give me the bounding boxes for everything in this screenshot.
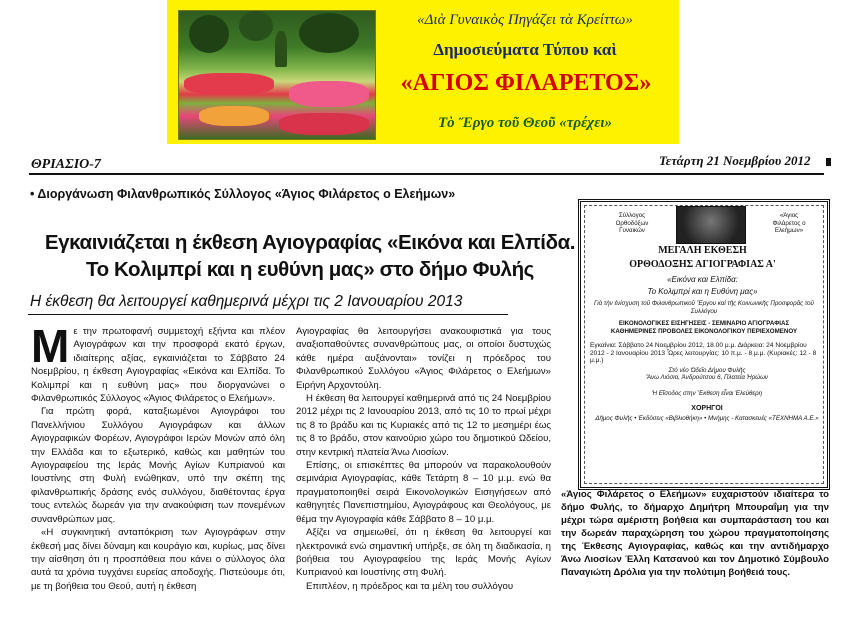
banner-motto: «Διὰ Γυναικὸς Πηγάζει τὰ Κρείττω»	[417, 12, 633, 28]
headline-line-2: Το Κολιμπρί και η ευθύνη μας» στο δήμο Φυλής	[86, 258, 534, 281]
paragraph: Η έκθεση θα λειτουργεί καθημερινά από τις 24 Νοεμβρίου 2012 μέχρι τις 2 Ιανουαρίου 2013, από τις 10 το πρωί μέχρι τις 8 το βράδυ και τις Κυριακές από τις 12 το μεσημέρι έως τις 8 το βράδυ, στον καινούριο χώρο του δημοτικού Ωδείου, στην κεντρική πλατεία Άνω Λιοσίων.	[296, 393, 551, 458]
banner-subtitle: Δημοσιεύματα Τύπου καὶ	[433, 40, 617, 59]
poster-schedule: Εγκαίνια: Σάββατο 24 Νοεμβρίου 2012, 18.00 μ.μ. Διάρκεια: 24 Νοεμβρίου 2012 - 2 Ιανουαρίου 2013 Ὧρες λειτουργίας: 10 π.μ. - 8 μ.μ. (Κυριακές: 12 - 8 μ.μ.)	[590, 342, 817, 364]
paragraph: Επίσης, οι επισκέπτες θα μπορούν να παρακολουθούν σεμινάρια Αγιογραφίας, κάθε Τετάρτη 8 – 10 μ.μ. ενώ θα πραγματοποιηθεί σειρά Εικονολογικών Εισηγήσεων από καθηγητές Πανεπιστημίου, Αγιογράφους και Θεολόγους, με θέμα την Αγιογραφία κάθε Σάββατο 8 – 10 μ.μ.	[296, 460, 551, 525]
headline-line-1: Εγκαινιάζεται η έκθεση Αγιογραφίας «Εικόνα και Ελπίδα.	[44, 231, 576, 254]
poster-purpose: Γιά τὴν ἐνίσχυση τοῦ Φιλανθρωπικοῦ Ἔργου καὶ τῆς Κοινωνικῆς Προσφορᾶς τοῦ Συλλόγου	[594, 300, 814, 315]
poster-entry: Ἡ Εἴσοδος στην Ἔκθεση εἶναι Ἐλεύθερη	[651, 390, 763, 397]
paragraph: Αγιογραφίας θα λειτουργήσει ανακουφιστικά για τους αναξιοπαθούντες συνανθρώπους μας, οι οποίοι δυστυχώς κάθε ημέρα αυξάνονται» τονίζει η πρόεδρος του Φιλανθρωπικού Συλλόγου «Άγιος Φιλάρετος ο Ελεήμων» Ειρήνη Αρχοντούλη.	[296, 326, 551, 391]
subhead-rule	[28, 314, 508, 315]
poster-society: Σύλλογος Ορθοδόξων Γυναικών	[615, 212, 649, 234]
banner-title: «ΑΓΙΟΣ ΦΙΛΑΡΕΤΟΣ»	[400, 70, 652, 96]
poster-program-2: ΚΑΘΗΜΕΡΙΝΕΣ ΠΡΟΒΟΛΕΣ ΕΙΚΟΝΟΛΟΓΙΚΟΥ ΠΕΡΙΕΧΟΜΕΝΟΥ	[610, 328, 798, 335]
poster-venue-2: Ἄνω Λιόσια, Ἀνδρούτσου 6, Πλατεία Ἡρώων	[646, 374, 768, 381]
garden-photo	[178, 10, 376, 140]
poster-sponsors-list: Δῆμος Φυλῆς • Ἐκδόσεις «Βιβλιοθήκη» • Μνήμης - Κατασκευές «ΤΕΧΝΗΜΑ Α.Ε.»	[595, 415, 819, 422]
publication-date: Τετάρτη 21 Νοεμβρίου 2012	[659, 153, 811, 168]
poster-venue-1: Στὸ νέο Ὠδεῖο Δήμου Φυλῆς	[668, 367, 746, 374]
drop-cap: Μ	[31, 320, 70, 372]
article-column-1	[31, 320, 285, 593]
paragraph: Επιπλέον, η πρόεδρος και τα μέλη του συλλόγου	[306, 580, 514, 592]
article-column-2	[296, 325, 551, 593]
paragraph: Αξίζει να σημειωθεί, ότι η έκθεση θα λειτουργεί και ηλεκτρονικά ενώ σημαντική υπήρξε, σε όλη τη διαδικασία, η βοήθεια του Αγιογραφείου της Ιεράς Μονής Αγίων Κυπριανού και Ιουστίνης στη Φυλή.	[296, 527, 551, 579]
poster-program-1: ΕΙΚΟΝΟΛΟΓΙΚΕΣ ΕΙΣΗΓΗΣΕΙΣ - ΣΕΜΙΝΑΡΙΟ ΑΓΙΟΓΡΑΦΙΑΣ	[618, 320, 790, 327]
banner-tagline: Τὸ Ἔργο τοῦ Θεοῦ «τρέχει»	[437, 115, 613, 131]
paragraph: Με την πρωτοφανή συμμετοχή εξήντα και πλέον Αγιογράφων και την προσφορά εκατό έργων, ιδιαίτερης αξίας, εγκαινιάζεται το Σάββατο 24 Νοεμβρίου, η έκθεση Αγιογραφίας «Εικόνα και Ελπίδα. Το Κολιμπρί και η ευθύνη μας» που διοργανώνει ο Φιλανθρωπικός Σύλλογος «Άγιος Φιλάρετος ο Ελεήμων».	[31, 320, 285, 405]
paragraph: Για πρώτη φορά, καταξιωμένοι Αγιογράφοι του Πανελλήνιου Συλλόγου Αγιογράφων και άλλων Αγιογραφικών Φορέων, Αγιογράφοι Ιερών Μονών από όλη την Ελλάδα και το εξωτερικό, καθώς και μαθητών του Αγιογραφείου της Ιεράς Μονής Αγίων Κυπριανού και Ιουστίνης στη Φυλή ενώθηκαν, υπό την σκέπη της φιλανθρωπικής δράσης ενός συλλόγου, διαθέτοντας έργα τους εντελώς δωρεάν για την ανακούφιση των πονεμένων συνανθρώπων μας.	[31, 406, 285, 525]
poster-agios: «Άγιος Φιλάρετος ο Ελεήμων»	[772, 212, 806, 234]
article-headline	[40, 229, 580, 283]
paragraph: «Η συγκινητική ανταπόκριση των Αγιογράφων στην έκθεσή μας δίνει δύναμη και κουράγιο και, κυρίως, μας δίνει την αίσθηση ότι η προσπάθεια που κάνει ο σύλλογος όλα αυτά τα χρόνια τυγχάνει ευρείας αποδοχής. Πιστεύουμε ότι, με τη βοήθεια του Θεού, αυτή η έκθεση	[31, 527, 285, 592]
poster-title-1: ΜΕΓΑΛΗ ΕΚΘΕΣΗ	[658, 245, 747, 256]
poster-caption: «Άγιος Φιλάρετος ο Ελεήμων» ευχαριστούν ιδιαίτερα το δήμο Φυλής, το δήμαρχο Δημήτρη Μπουραΐμη για την μέχρι τώρα αμέριστη βοήθεια και συμπαράσταση του και την δωρεάν παραχώρηση του χώρου πραγματοποίησης της Έκθεσης Αγιογραφίας, καθώς και την αντιδήμαρχο Άνω Λιοσίων Έλλη Κατσανού και τον Δημοτικό Σύμβουλο Παναγιώτη Δρόλια για την πολύτιμη βοήθειά τους.	[561, 489, 829, 578]
poster-title-2: ΟΡΘΟΔΟΞΗΣ ΑΓΙΟΓΡΑΦΙΑΣ Α'	[629, 259, 776, 270]
masthead-marker	[826, 158, 831, 166]
newspaper-name: ΘΡΙΑΣΙΟ-7	[31, 157, 101, 172]
masthead-rule	[29, 173, 824, 175]
poster-theme-1: «Εικόνα και Ελπίδα:	[667, 275, 738, 284]
article-kicker: • Διοργάνωση Φιλανθρωπικός Σύλλογος «Άγιος Φιλάρετος ο Ελεήμων»	[30, 187, 456, 201]
article-subhead: Η έκθεση θα λειτουργεί καθημερινά μέχρι τις 2 Ιανουαρίου 2013	[30, 293, 463, 310]
icon-image	[676, 206, 746, 244]
poster-theme-2: Το Κολιμπρί και η Ευθύνη μας»	[647, 287, 758, 296]
poster-sponsors-heading: ΧΟΡΗΓΟΙ	[691, 405, 723, 412]
